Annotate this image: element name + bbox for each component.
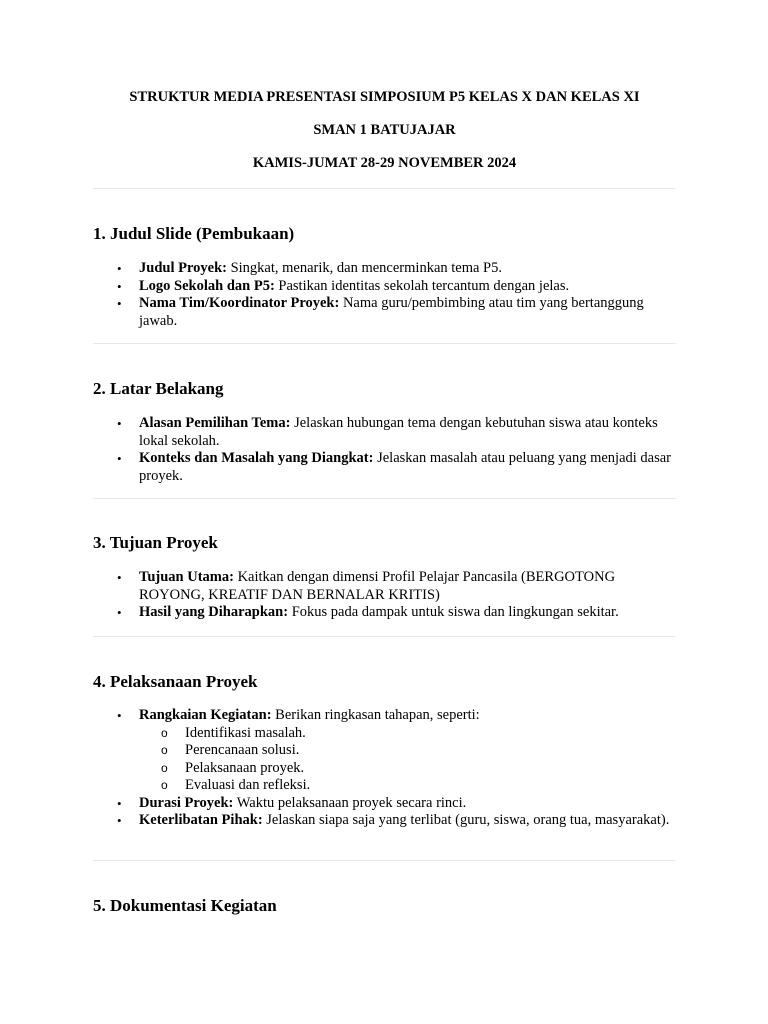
bullet-icon: • (117, 795, 122, 811)
item-term: Durasi Proyek: (139, 794, 234, 811)
item-text: Jelaskan siapa saja yang terlibat (guru, siswa, orang tua, masyarakat). (262, 812, 670, 828)
event-date: KAMIS-JUMAT 28-29 NOVEMBER 2024 (252, 155, 517, 171)
item-term: Konteks dan Masalah yang Diangkat: (139, 450, 374, 466)
item-text: Nama guru/pembimbing atau tim yang bertanggung jawab. (139, 295, 644, 329)
list-item (93, 450, 676, 485)
divider (93, 498, 676, 499)
bullet-icon: • (117, 261, 122, 276)
section-heading-2: 2. Latar Belakang (93, 379, 224, 398)
circle-bullet-icon: o (161, 760, 168, 775)
item-term: Nama Tim/Koordinator Proyek: (139, 295, 340, 311)
bullet-icon: • (117, 708, 122, 723)
item-text: Kaitkan dengan dimensi Profil Pelajar Pancasila (BERGOTONG ROYONG, KREATIF DAN BERNALAR KRITIS) (139, 569, 616, 603)
document-title: STRUKTUR MEDIA PRESENTASI SIMPOSIUM P5 KELAS X DAN KELAS XI (129, 89, 640, 105)
list-item (93, 569, 676, 604)
item-text: Berikan ringkasan tahapan, seperti: (271, 707, 480, 723)
bullet-icon: • (117, 570, 122, 585)
divider (93, 860, 676, 861)
list-item (93, 604, 676, 622)
section-heading-5: 5. Dokumentasi Kegiatan (93, 896, 277, 915)
divider (93, 188, 676, 189)
section-3-list (93, 569, 676, 622)
item-text: Jelaskan masalah atau peluang yang menjadi dasar proyek. (139, 450, 672, 484)
divider (93, 343, 676, 344)
sub-list-item: o Evaluasi dan refleksi. (161, 777, 311, 793)
list-item (93, 295, 676, 330)
list-item (93, 415, 676, 450)
section-heading-4: 4. Pelaksanaan Proyek (93, 672, 258, 691)
item-term: Logo Sekolah dan P5: (139, 277, 275, 294)
section-2-list (93, 415, 676, 485)
item-term: Tujuan Utama: (139, 569, 234, 585)
item-term: Hasil yang Diharapkan: (139, 604, 289, 620)
bullet-icon: • (117, 451, 122, 466)
sub-list-item: o Perencanaan solusi. (161, 742, 300, 758)
sub-list (139, 725, 676, 795)
bullet-icon: • (117, 416, 122, 431)
item-term: Judul Proyek: (139, 260, 227, 276)
sub-list-item: o Pelaksanaan proyek. (161, 759, 305, 776)
bullet-icon: • (117, 278, 122, 294)
section-heading-3: 3. Tujuan Proyek (93, 533, 218, 552)
list-item (93, 260, 676, 278)
item-text: Fokus pada dampak untuk siswa dan lingkungan sekitar. (288, 604, 619, 620)
divider (93, 636, 676, 637)
item-text: Jelaskan hubungan tema dengan kebutuhan siswa atau konteks lokal sekolah. (139, 415, 658, 449)
item-term: Rangkaian Kegiatan: (139, 707, 272, 723)
list-item (93, 795, 676, 813)
item-text: Pastikan identitas sekolah tercantum dengan jelas. (274, 277, 570, 294)
sub-list-item: o Identifikasi masalah. (161, 724, 306, 741)
section-1-list (93, 260, 676, 330)
bullet-icon: • (117, 296, 122, 311)
circle-bullet-icon: o (161, 778, 168, 792)
list-item (93, 707, 676, 795)
item-term: Keterlibatan Pihak: (139, 812, 263, 828)
item-text: Singkat, menarik, dan mencerminkan tema P5. (226, 260, 502, 276)
list-item (93, 278, 676, 296)
item-term: Alasan Pemilihan Tema: (139, 415, 291, 431)
list-item (93, 812, 676, 830)
school-name: SMAN 1 BATUJAJAR (313, 122, 456, 138)
section-4-list (93, 707, 676, 830)
section-heading-1: 1. Judul Slide (Pembukaan) (93, 224, 295, 243)
circle-bullet-icon: o (161, 725, 168, 740)
bullet-icon: • (117, 605, 122, 620)
bullet-icon: • (117, 813, 122, 828)
item-text: Waktu pelaksanaan proyek secara rinci. (233, 794, 467, 811)
circle-bullet-icon: o (161, 743, 168, 757)
